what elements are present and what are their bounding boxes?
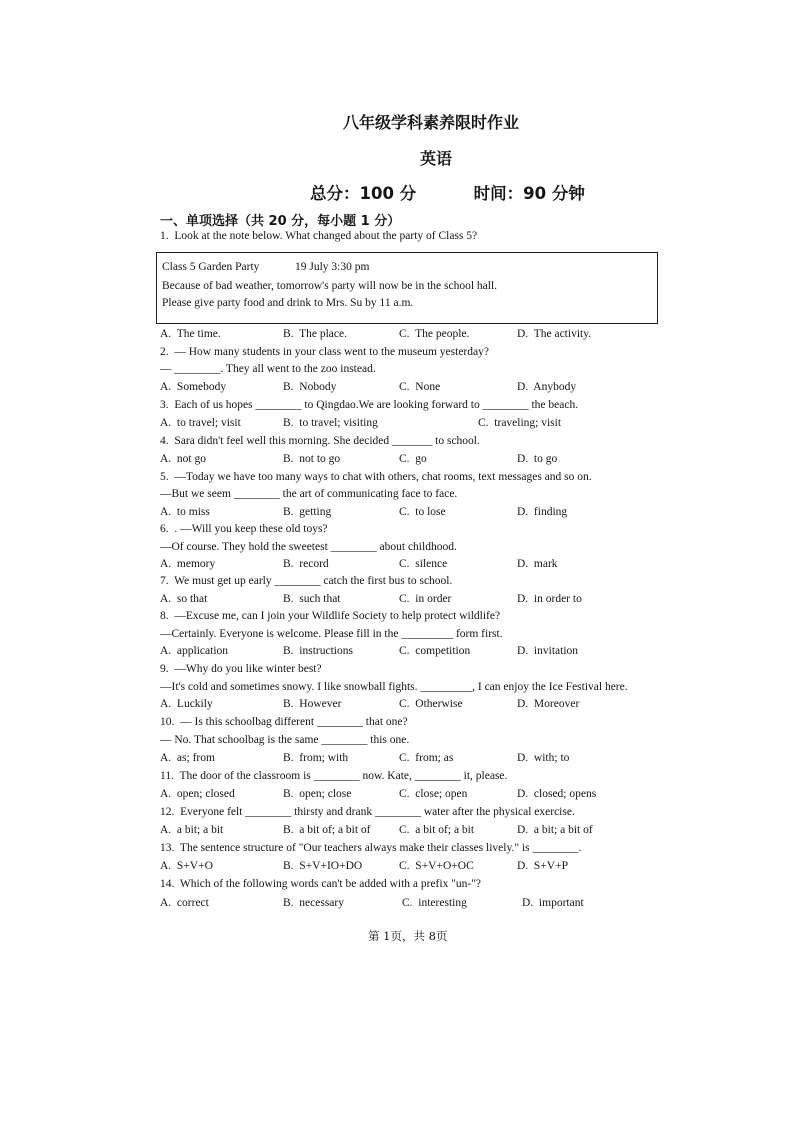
question-7-option-c: C. in order (399, 593, 452, 605)
question-6-option-b: B. record (283, 558, 329, 570)
question-2-stem-2: — ________. They all went to the zoo instead. (160, 363, 376, 375)
question-13-option-a: A. S+V+O (160, 860, 213, 872)
question-1-option-b: B. The place. (283, 328, 347, 340)
question-5-stem-2: —But we seem ________ the art of communicating face to face. (160, 488, 458, 500)
question-12-stem: 12. Everyone felt ________ thirsty and drank ________ water after the physical exercise. (160, 806, 575, 818)
question-14-option-a: A. correct (160, 897, 209, 909)
question-10-option-b: B. from; with (283, 752, 349, 764)
question-6-option-d: D. mark (517, 558, 558, 570)
question-5-option-a: A. to miss (160, 506, 210, 518)
question-11-option-a: A. open; closed (160, 788, 235, 800)
question-3-stem: 3. Each of us hopes ________ to Qingdao.We are looking forward to ________ the beach. (160, 399, 579, 411)
question-14-option-d: D. important (522, 897, 584, 909)
question-1-option-a: A. The time. (160, 328, 221, 340)
question-2-option-d: D. Anybody (517, 381, 577, 393)
subject-title: 英语 (420, 149, 453, 168)
question-4-option-a: A. not go (160, 453, 206, 465)
note-line-1a: Class 5 Garden Party (162, 261, 260, 273)
question-1-option-c: C. The people. (399, 328, 470, 340)
question-13-option-b: B. S+V+IO+DO (283, 860, 363, 872)
question-12-option-a: A. a bit; a bit (160, 824, 224, 836)
question-1-option-d: D. The activity. (517, 328, 592, 340)
question-9-option-c: C. Otherwise (399, 698, 463, 710)
question-13-stem: 13. The sentence structure of "Our teachers always make their classes lively." is ________. (160, 842, 582, 854)
question-2-option-a: A. Somebody (160, 381, 227, 393)
note-line-2: Because of bad weather, tomorrow's party will now be in the school hall. (162, 280, 498, 292)
question-12-option-c: C. a bit of; a bit (399, 824, 475, 836)
question-2-stem: 2. — How many students in your class went to the museum yesterday? (160, 346, 489, 358)
exam-title: 八年级学科素养限时作业 (343, 113, 520, 132)
question-8-option-a: A. application (160, 645, 229, 657)
question-11-stem: 11. The door of the classroom is ________ now. Kate, ________ it, please. (160, 770, 508, 782)
question-5-option-b: B. getting (283, 506, 332, 518)
question-3-option-c: C. traveling; visit (478, 417, 562, 429)
question-14-stem: 14. Which of the following words can't be added with a prefix "un-"? (160, 878, 482, 890)
question-9-option-b: B. However (283, 698, 342, 710)
question-10-option-c: C. from; as (399, 752, 454, 764)
question-7-option-b: B. such that (283, 593, 341, 605)
question-13-option-d: D. S+V+P (517, 860, 568, 872)
question-14-option-b: B. necessary (283, 897, 344, 909)
question-9-option-a: A. Luckily (160, 698, 213, 710)
question-9-stem-2: —It's cold and sometimes snowy. I like snowball fights. _________, I can enjoy the Ice Festival here. (160, 681, 628, 693)
question-6-stem-2: —Of course. They hold the sweetest ________ about childhood. (160, 541, 457, 553)
page-number: 第 1页，共 8页 (368, 929, 448, 943)
question-7-option-a: A. so that (160, 593, 208, 605)
question-10-option-d: D. with; to (517, 752, 570, 764)
question-12-option-d: D. a bit; a bit of (517, 824, 593, 836)
question-2-option-c: C. None (399, 381, 441, 393)
question-4-option-d: D. to go (517, 453, 558, 465)
question-4-option-c: C. go (399, 453, 427, 465)
score-time-line: 总分：100 分 时间：90 分钟 (310, 184, 585, 203)
question-11-option-b: B. open; close (283, 788, 352, 800)
question-8-option-d: D. invitation (517, 645, 579, 657)
question-7-stem: 7. We must get up early ________ catch the first bus to school. (160, 575, 453, 587)
question-2-option-b: B. Nobody (283, 381, 337, 393)
question-3-option-b: B. to travel; visiting (283, 417, 378, 429)
question-13-option-c: C. S+V+O+OC (399, 860, 474, 872)
note-line-3: Please give party food and drink to Mrs. Su by 11 a.m. (162, 297, 414, 309)
question-6-option-c: C. silence (399, 558, 448, 570)
question-11-option-c: C. close; open (399, 788, 468, 800)
question-10-stem-2: — No. That schoolbag is the same ________ this one. (160, 734, 410, 746)
question-6-option-a: A. memory (160, 558, 216, 570)
question-8-stem-2: —Certainly. Everyone is welcome. Please fill in the _________ form first. (160, 628, 503, 640)
question-1-stem: 1. Look at the note below. What changed about the party of Class 5? (160, 230, 478, 242)
question-3-option-a: A. to travel; visit (160, 417, 241, 429)
question-4-option-b: B. not to go (283, 453, 341, 465)
question-12-option-b: B. a bit of; a bit of (283, 824, 371, 836)
note-line-1b: 19 July 3:30 pm (295, 261, 370, 273)
question-10-option-a: A. as; from (160, 752, 215, 764)
question-10-stem: 10. — Is this schoolbag different ________ that one? (160, 716, 408, 728)
section-heading: 一、单项选择（共 20 分，每小题 1 分） (160, 214, 401, 229)
question-14-option-c: C. interesting (402, 897, 467, 909)
question-8-option-c: C. competition (399, 645, 471, 657)
question-5-option-d: D. finding (517, 506, 568, 518)
question-8-option-b: B. instructions (283, 645, 353, 657)
question-5-stem: 5. —Today we have too many ways to chat with others, chat rooms, text messages and so on. (160, 471, 592, 483)
question-4-stem: 4. Sara didn't feel well this morning. She decided _______ to school. (160, 435, 480, 447)
question-8-stem: 8. —Excuse me, can I join your Wildlife Society to help protect wildlife? (160, 610, 501, 622)
question-7-option-d: D. in order to (517, 593, 582, 605)
question-6-stem: 6. . —Will you keep these old toys? (160, 523, 328, 535)
question-5-option-c: C. to lose (399, 506, 446, 518)
question-9-option-d: D. Moreover (517, 698, 580, 710)
question-11-option-d: D. closed; opens (517, 788, 597, 800)
question-9-stem: 9. —Why do you like winter best? (160, 663, 322, 675)
